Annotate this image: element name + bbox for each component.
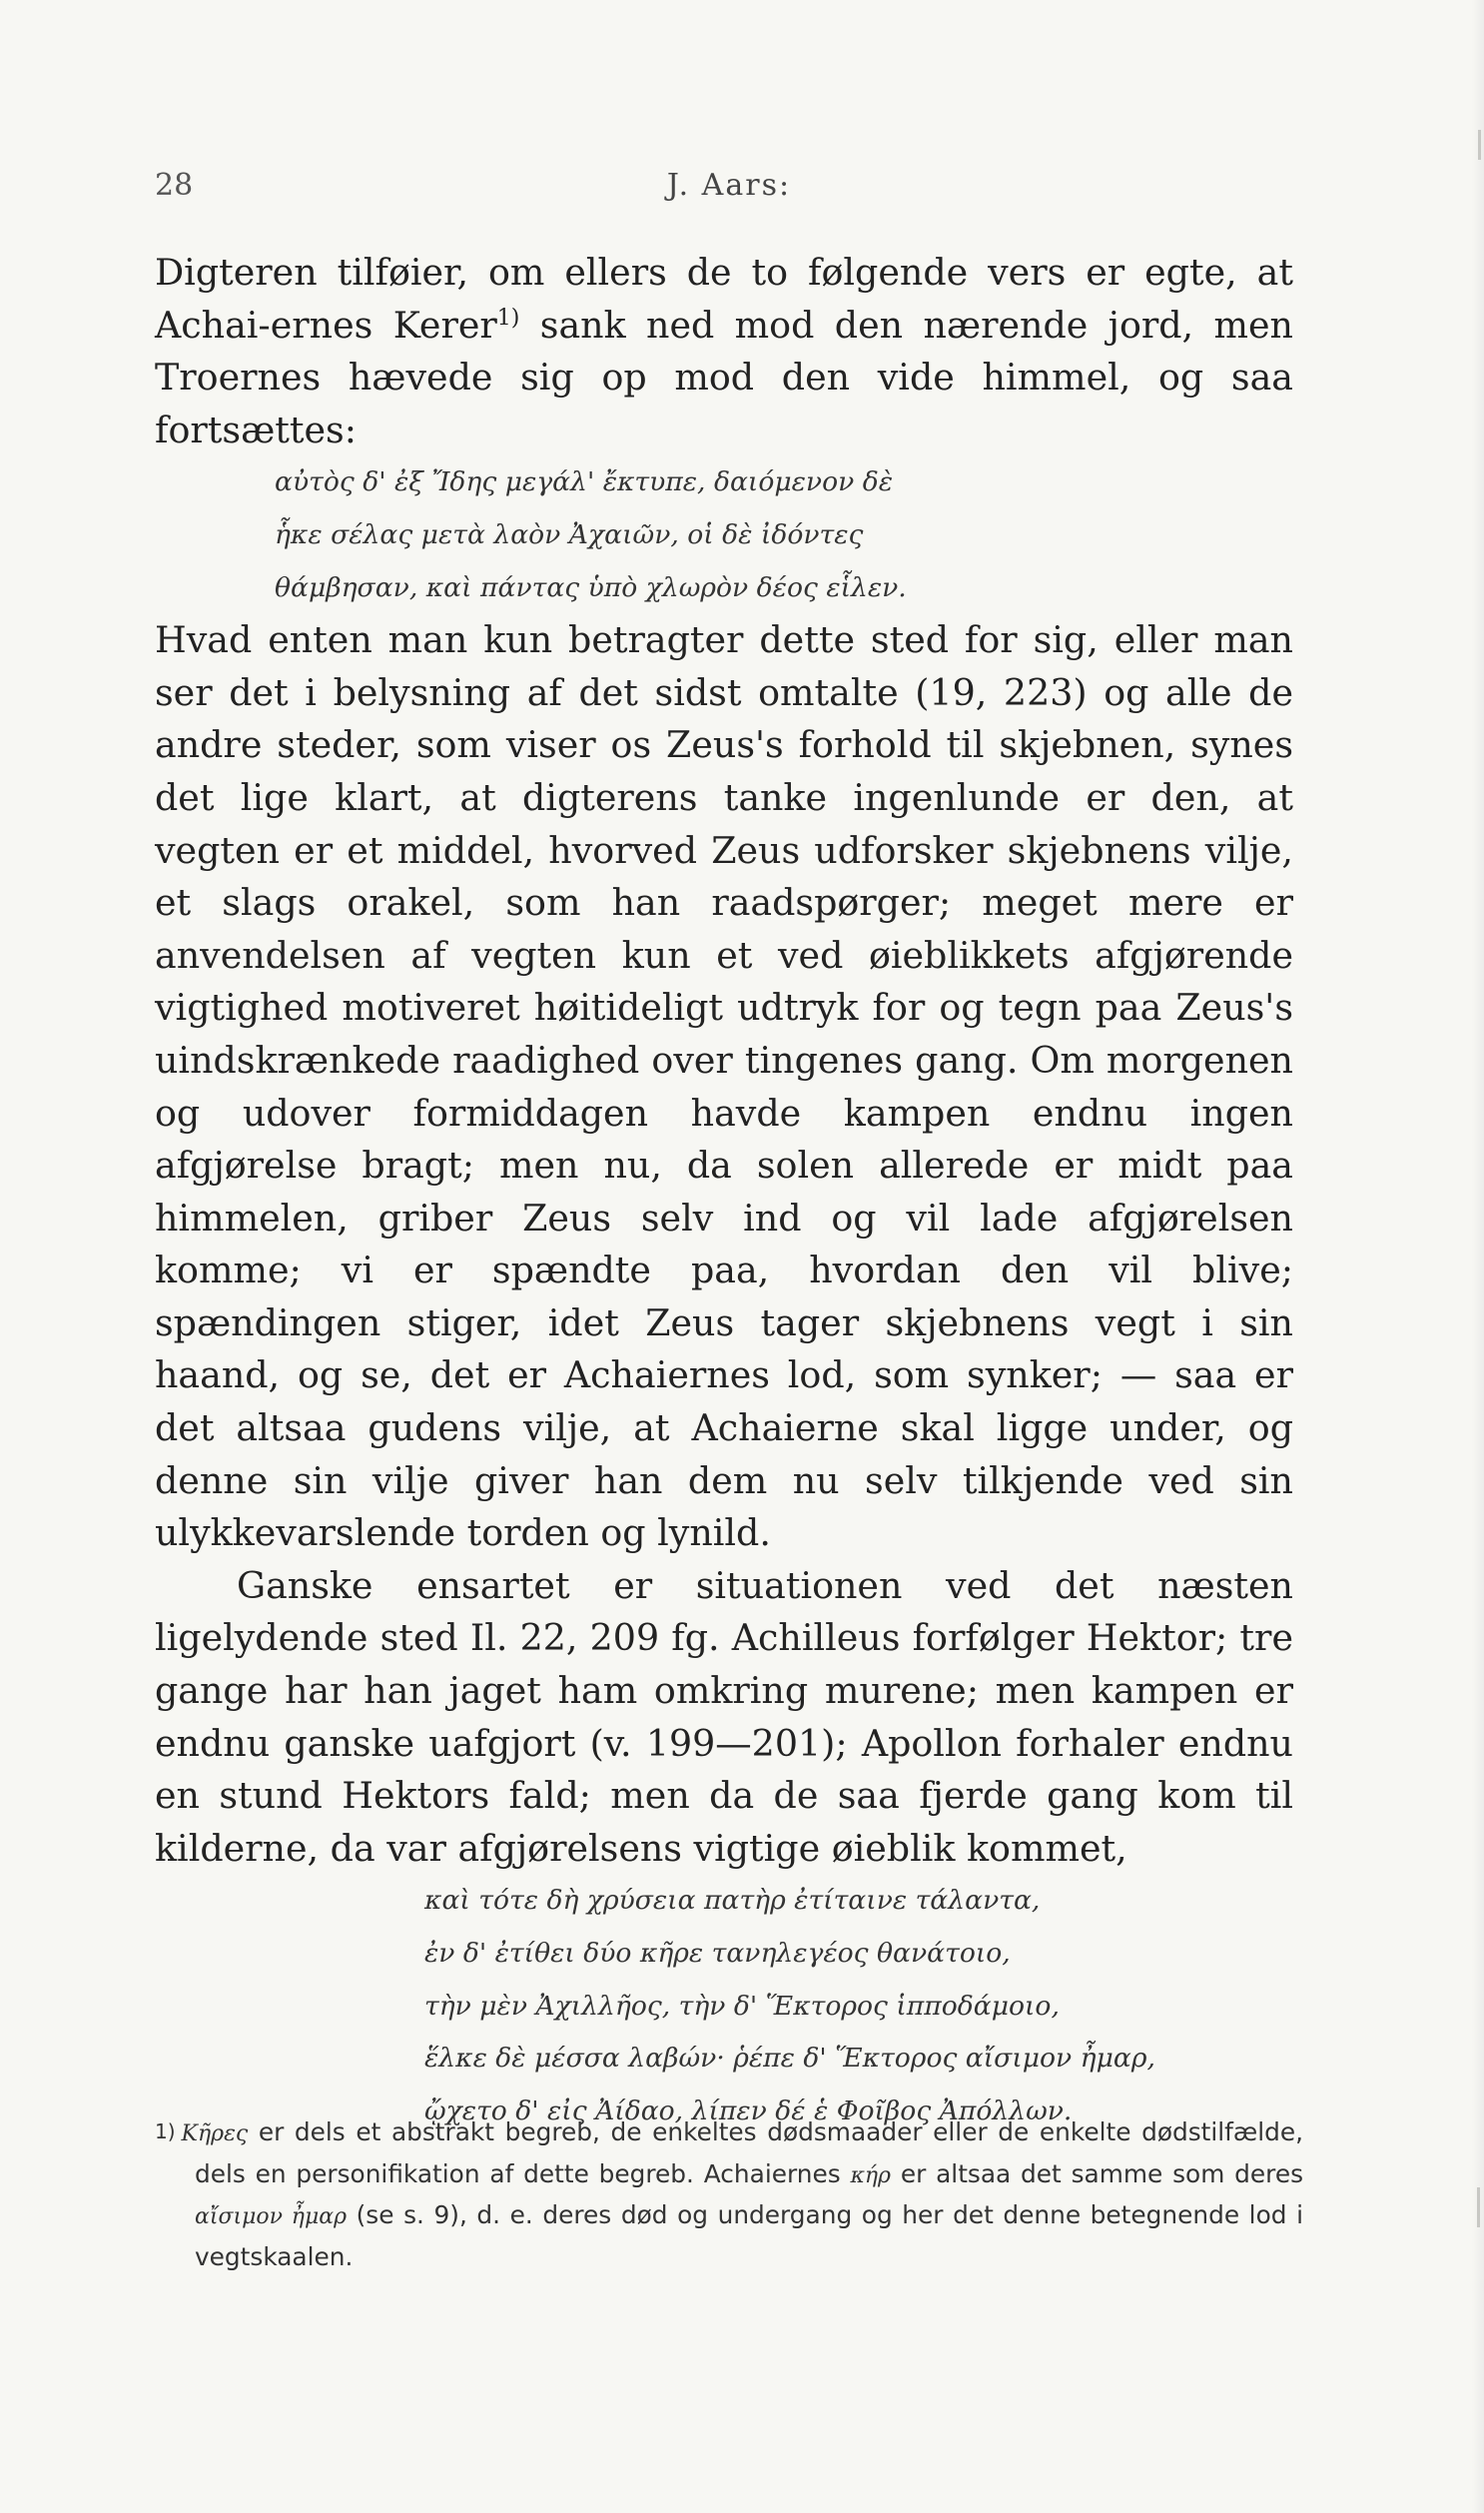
footnote-marker: 1) <box>155 2119 176 2143</box>
edge-mark <box>1478 130 1481 160</box>
footnote-text-c: (se s. 9), d. e. deres død og undergang og her det denne betegnende lod i vegtskaalen. <box>195 2200 1303 2271</box>
footnote-text <box>155 2112 1303 2276</box>
greek-line: ᾤχετο δ' εἰς Ἀίδαο, λίπεν δέ ἑ Φοῖβος Ἀπόλλων. <box>424 2094 1073 2126</box>
greek-line: ἐν δ' ἐτίθει δύο κῆρε τανηλεγέος θανάτοιο, <box>424 1938 1011 1969</box>
edge-mark <box>1477 2187 1480 2227</box>
greek-line: θάμβησαν, καὶ πάντας ὑπὸ χλωρὸν δέος εἷλεν. <box>275 571 907 603</box>
greek-quote-1 <box>155 456 1293 614</box>
greek-line: καὶ τότε δὴ χρύσεια πατὴρ ἐτίταινε τάλαντα, <box>424 1885 1041 1917</box>
page-edge <box>1472 0 1484 2513</box>
body-text <box>155 247 1293 2137</box>
greek-line: τὴν μὲν Ἀχιλλῆος, τὴν δ' Ἕκτορος ἱπποδάμοιο, <box>424 1990 1060 2022</box>
footnote-text-b: er altsaa det samme som deres <box>891 2158 1303 2188</box>
footnote-greek-aisimon: αἴσιμον ἦμαρ <box>195 2204 348 2229</box>
footnote-text-a: er dels et abstrakt begreb, de enkeltes dødsmaader eller de enkelte dødstilfælde, dels en personifikation af dette begreb. Achaiernes <box>195 2117 1303 2188</box>
footnote-greek-term: Κῆρες <box>181 2121 249 2146</box>
page-number: 28 <box>155 168 194 203</box>
paragraph-1 <box>155 247 1293 456</box>
paragraph-2: Hvad enten man kun betragter dette sted for sig, eller man ser det i belysning af det sidst omtalte (19, 223) og alle de andre steder, som viser os Zeus's forhold til skjebnen, synes det lige klart, at digterens tanke ingenlunde er den, at vegten er et middel, hvorved Zeus udforsker skjebnens vilje, et slags orakel, som han raadspørger; meget mere er anvendelsen af vegten kun et ved øieblikkets afgjørende vigtighed motiveret høitideligt udtryk for og tegn paa Zeus's uindskrænkede raadighed over tingenes gang. Om morgenen og udover formiddagen havde kampen endnu ingen afgjørelse bragt; men nu, da solen allerede er midt paa himmelen, griber Zeus selv ind og vil lade afgjørelsen komme; vi er spændte paa, hvordan den vil blive; spændingen stiger, idet Zeus tager skjebnens vegt i sin haand, og se, det er Achaiernes lod, som synker; — saa er det altsaa gudens vilje, at Achaierne skal ligge under, og denne sin vilje giver han dem nu selv tilkjende ved sin ulykkevarslende torden og lynild. <box>155 618 1293 1555</box>
paragraph-1-text-a: Digteren tilføier, om ellers de to følgende vers er egte, at Achai-ernes Kerer <box>155 251 1293 347</box>
greek-line: ἕλκε δὲ μέσσα λαβών· ῥέπε δ' Ἕκτορος αἴσιμον ἦμαρ, <box>424 2043 1155 2075</box>
footnote-reference: 1) <box>496 305 520 331</box>
footnote <box>155 2112 1303 2276</box>
paragraph-3: Ganske ensartet er situationen ved det næsten ligelydende sted Il. 22, 209 fg. Achilleus forfølger Hektor; tre gange har han jaget ham omkring murene; men kampen er endnu ganske uafgjort (v. 199—201); Apollon forhaler endnu en stund Hektors fald; men da de saa fjerde gang kom til kilderne, da var afgjørelsens vigtige øieblik kommet, <box>155 1563 1293 1870</box>
greek-line: αὐτὸς δ' ἐξ Ἴδης μεγάλ' ἔκτυπε, δαιόμενον δὲ <box>275 466 894 498</box>
greek-quote-2 <box>155 1875 1293 2137</box>
footnote-greek-ker: κήρ <box>850 2162 891 2188</box>
running-head: J. Aars: <box>666 168 792 203</box>
paragraph-1-text-b: sank ned mod den nærende jord, men Troernes hævede sig op mod den vide himmel, og saa fortsættes: <box>155 303 1293 451</box>
greek-line: ἧκε σέλας μετὰ λαὸν Ἀχαιῶν, οἱ δὲ ἰδόντες <box>275 518 864 550</box>
page-header <box>155 168 1303 218</box>
